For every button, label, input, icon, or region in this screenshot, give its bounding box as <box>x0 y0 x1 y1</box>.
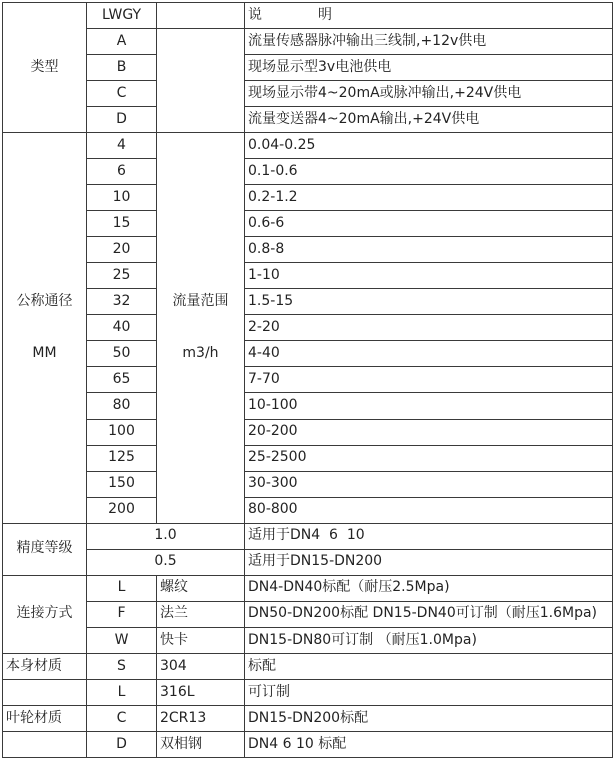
dn-cell: 65 <box>87 367 157 393</box>
impeller-material-desc-cell: DN4 6 10 标配 <box>245 731 613 757</box>
flow-range-label-line1: 流量范围 <box>172 292 229 309</box>
range-cell: 0.1-0.6 <box>245 159 613 185</box>
diameter-label-line1: 公称通径 <box>16 292 73 309</box>
body-material-section-label: 本身材质 <box>3 653 87 679</box>
diameter-label-line2: MM <box>32 345 57 362</box>
dn-cell: 6 <box>87 159 157 185</box>
dn-cell: 4 <box>87 133 157 159</box>
table-row-dn <box>3 419 613 445</box>
type-desc-cell: 现场显示型3v电池供电 <box>245 55 613 81</box>
dn-cell: 200 <box>87 497 157 523</box>
range-cell: 0.2-1.2 <box>245 185 613 211</box>
impeller-material-desc-cell: DN15-DN200标配 <box>245 705 613 731</box>
table-row-connection <box>3 627 613 653</box>
range-cell: 0.8-8 <box>245 237 613 263</box>
connection-code-cell: L <box>87 575 157 601</box>
table-row-body-material <box>3 653 613 679</box>
accuracy-grade-cell: 0.5 <box>87 549 245 575</box>
table-row-dn <box>3 133 613 159</box>
table-row-dn <box>3 445 613 471</box>
table-row-body-material <box>3 679 613 705</box>
table-row-dn <box>3 497 613 523</box>
table-row-connection <box>3 601 613 627</box>
empty-cell <box>157 3 245 29</box>
flow-range-label <box>157 133 245 523</box>
type-desc-cell: 流量传感器脉冲输出三线制,+12v供电 <box>245 29 613 55</box>
connection-code-cell: F <box>87 601 157 627</box>
model-code-cell: LWGY <box>87 3 157 29</box>
table-row-dn <box>3 159 613 185</box>
range-cell: 4-40 <box>245 341 613 367</box>
dn-cell: 40 <box>87 315 157 341</box>
range-cell: 0.04-0.25 <box>245 133 613 159</box>
range-cell: 20-200 <box>245 419 613 445</box>
connection-desc-cell: DN4-DN40标配（耐压2.5Mpa) <box>245 575 613 601</box>
table-row-dn <box>3 341 613 367</box>
dn-cell: 150 <box>87 471 157 497</box>
flow-range-label-line2: m3/h <box>182 345 219 362</box>
empty-cell <box>3 731 87 757</box>
table-row-dn <box>3 315 613 341</box>
table-row-type-c <box>3 81 613 107</box>
accuracy-desc-cell: 适用于DN15-DN200 <box>245 549 613 575</box>
body-material-name-cell: 304 <box>157 653 245 679</box>
connection-name-cell: 快卡 <box>157 627 245 653</box>
spec-table <box>2 2 613 758</box>
type-section-label: 类型 <box>3 3 87 133</box>
accuracy-section-label: 精度等级 <box>3 523 87 575</box>
body-material-desc-cell: 标配 <box>245 653 613 679</box>
range-cell: 25-2500 <box>245 445 613 471</box>
table-row-accuracy <box>3 523 613 549</box>
table-row-type-a <box>3 29 613 55</box>
body-material-code-cell: L <box>87 679 157 705</box>
diameter-section-label <box>3 133 87 523</box>
table-row-dn <box>3 367 613 393</box>
impeller-material-section-label: 叶轮材质 <box>3 705 87 731</box>
accuracy-grade-cell: 1.0 <box>87 523 245 549</box>
dn-cell: 50 <box>87 341 157 367</box>
type-code-cell: D <box>87 107 157 133</box>
type-code-cell: C <box>87 81 157 107</box>
description-title-cell: 说 明 <box>245 3 613 29</box>
dn-cell: 32 <box>87 289 157 315</box>
table-row-dn <box>3 471 613 497</box>
table-row-connection <box>3 575 613 601</box>
connection-name-cell: 螺纹 <box>157 575 245 601</box>
table-row-type-d <box>3 107 613 133</box>
dn-cell: 20 <box>87 237 157 263</box>
empty-cell <box>3 679 87 705</box>
dn-cell: 25 <box>87 263 157 289</box>
type-desc-cell: 流量变送器4~20mA输出,+24V供电 <box>245 107 613 133</box>
range-cell: 1-10 <box>245 263 613 289</box>
type-code-cell: A <box>87 29 157 55</box>
table-row-header <box>3 3 613 29</box>
connection-desc-cell: DN15-DN80可订制 （耐压1.0Mpa) <box>245 627 613 653</box>
table-row-type-b <box>3 55 613 81</box>
type-code-cell: B <box>87 55 157 81</box>
table-row-impeller-material <box>3 705 613 731</box>
dn-cell: 15 <box>87 211 157 237</box>
range-cell: 0.6-6 <box>245 211 613 237</box>
table-row-dn <box>3 211 613 237</box>
connection-desc-cell: DN50-DN200标配 DN15-DN40可订制（耐压1.6Mpa) <box>245 601 613 627</box>
body-material-code-cell: S <box>87 653 157 679</box>
table-row-accuracy <box>3 549 613 575</box>
table-row-dn <box>3 393 613 419</box>
table-row-impeller-material <box>3 731 613 757</box>
body-material-desc-cell: 可订制 <box>245 679 613 705</box>
connection-section-label: 连接方式 <box>3 575 87 653</box>
dn-cell: 10 <box>87 185 157 211</box>
range-cell: 2-20 <box>245 315 613 341</box>
connection-name-cell: 法兰 <box>157 601 245 627</box>
body-material-name-cell: 316L <box>157 679 245 705</box>
range-cell: 10-100 <box>245 393 613 419</box>
table-row-dn <box>3 237 613 263</box>
impeller-material-name-cell: 2CR13 <box>157 705 245 731</box>
accuracy-desc-cell: 适用于DN4 6 10 <box>245 523 613 549</box>
range-cell: 7-70 <box>245 367 613 393</box>
table-row-dn <box>3 289 613 315</box>
impeller-material-code-cell: C <box>87 705 157 731</box>
range-cell: 30-300 <box>245 471 613 497</box>
impeller-material-code-cell: D <box>87 731 157 757</box>
range-cell: 1.5-15 <box>245 289 613 315</box>
table-row-dn <box>3 263 613 289</box>
empty-merged-cell <box>157 29 245 133</box>
dn-cell: 100 <box>87 419 157 445</box>
impeller-material-name-cell: 双相钢 <box>157 731 245 757</box>
type-desc-cell: 现场显示带4~20mA或脉冲输出,+24V供电 <box>245 81 613 107</box>
connection-code-cell: W <box>87 627 157 653</box>
range-cell: 80-800 <box>245 497 613 523</box>
dn-cell: 80 <box>87 393 157 419</box>
table-row-dn <box>3 185 613 211</box>
dn-cell: 125 <box>87 445 157 471</box>
